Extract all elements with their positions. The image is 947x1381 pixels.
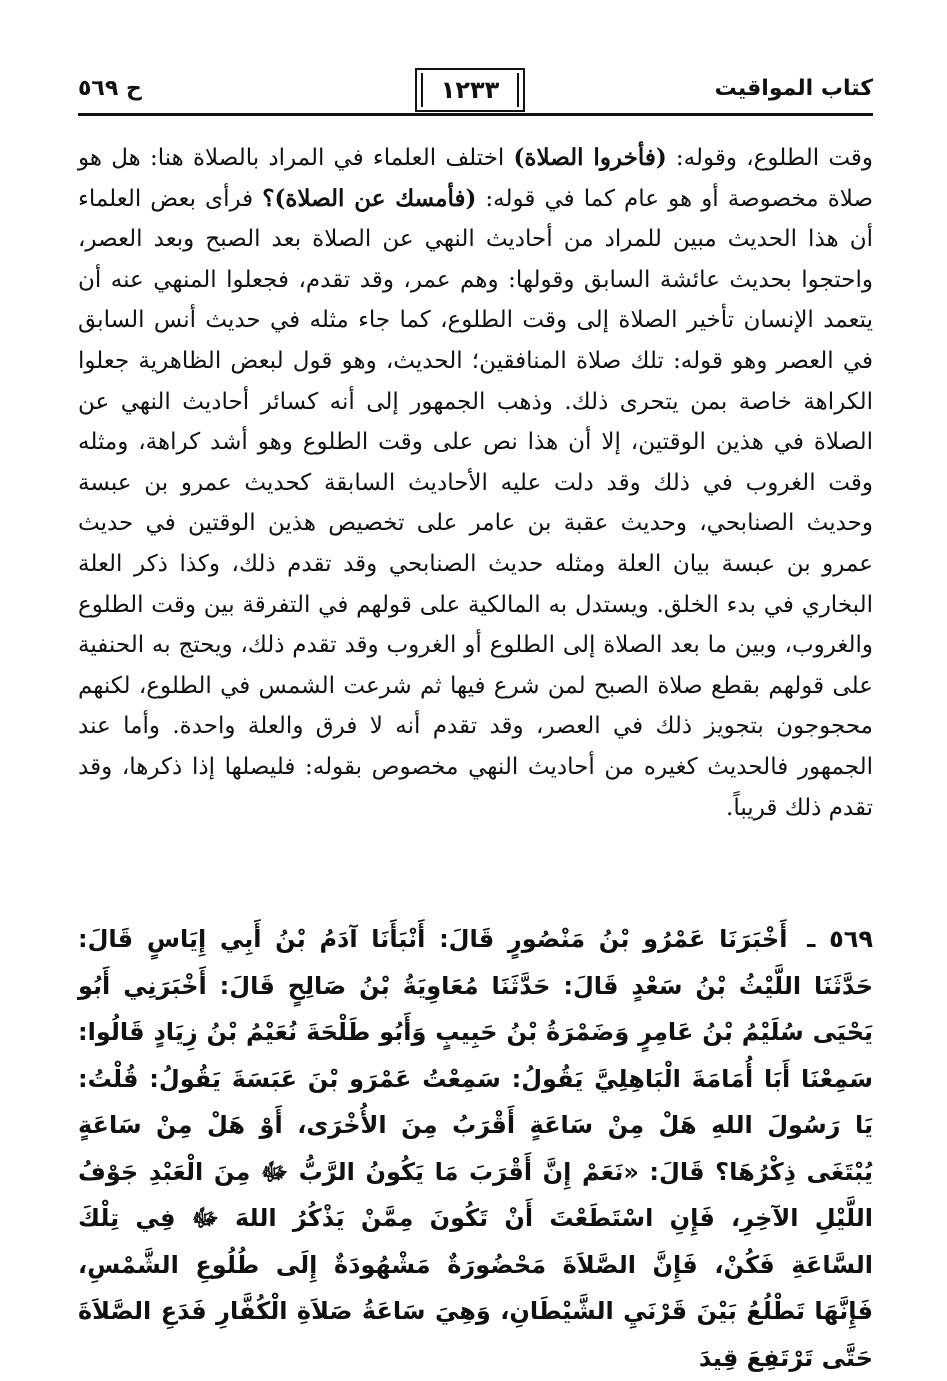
commentary-text (78, 138, 873, 828)
hadith-body: أَخْبَرَنَا عَمْرُو بْنُ مَنْصُورٍ قَالَ: أَنْبَأَنَا آدَمُ بْنُ أَبِي إِيَاسٍ قَالَ: حَدَّثَنَا اللَّيْثُ بْنُ سَعْدٍ قَالَ: حَدَّثَنَا مُعَاوِيَةُ بْنُ صَالِحٍ قَالَ: أَخْبَرَنِي أَبُو يَحْيَى سُلَيْمُ بْنُ عَامِرٍ وَضَمْرَةُ بْنُ حَبِيبٍ وَأَبُو طَلْحَةَ نُعَيْمُ بْنُ زِيَادٍ قَالُوا: سَمِعْنَا أَبَا أُمَامَةَ الْبَاهِلِيَّ يَقُولُ: سَمِعْتُ عَمْرَو بْنَ عَبَسَةَ يَقُولُ: قُلْتُ: يَا رَسُولَ اللهِ هَلْ مِنْ سَاعَةٍ أَقْرَبُ مِنَ الأُخْرَى، أَوْ هَلْ مِنْ سَاعَةٍ يُبْتَغَى ذِكْرُهَا؟ قَالَ: «نَعَمْ إِنَّ أَقْرَبَ مَا يَكُونُ الرَّبُّ ﷻ مِنَ الْعَبْدِ جَوْفُ اللَّيْلِ الآخِرِ، فَإِنِ اسْتَطَعْتَ أَنْ تَكُونَ مِمَّنْ يَذْكُرُ اللهَ ﷻ فِي تِلْكَ السَّاعَةِ فَكُنْ، فَإِنَّ الصَّلاَةَ مَحْضُورَةٌ مَشْهُودَةٌ إِلَى طُلُوعِ الشَّمْسِ، فَإِنَّهَا تَطْلُعُ بَيْنَ قَرْنَيِ الشَّيْطَانِ، وَهِيَ سَاعَةُ صَلاَةِ الْكُفَّارِ فَدَعِ الصَّلاَةَ حَتَّى تَرْتَفِعَ قِيدَ (78, 925, 873, 1372)
page-number-text: ١٢٣٣ (440, 76, 500, 104)
hadith-text (78, 916, 873, 1381)
hadith-paragraph (78, 916, 873, 1381)
commentary-part-3: فرأى بعض العلماء أن هذا الحديث مبين للمراد من أحاديث النهي عن الصلاة بعد الصبح وبعد العصر، واحتجوا بحديث عائشة السابق وقولها: وهم عمر، وقد تقدم، فجعلوا المنهي عنه أن يتعمد الإنسان تأخير الصلاة إلى وقت الطلوع، كما جاء مثله في حديث أنس السابق في العصر وهو قوله: تلك صلاة المنافقين؛ الحديث، وهو قول لبعض الظاهرية جعلوا الكراهة خاصة بمن يتحرى ذلك. وذهب الجمهور إلى أنه كسائر أحاديث النهي عن الصلاة في هذين الوقتين، إلا أن هذا نص على وقت الطلوع وهو أشد كراهة، ومثله وقت الغروب في ذلك وقد دلت عليه الأحاديث السابقة كحديث عمرو بن عبسة وحديث الصنابحي، وحديث عقبة بن عامر على تخصيص هذين الوقتين في حديث عمرو بن عبسة بيان العلة ومثله حديث الصنابحي وقد تقدم ذلك، وكذا ذكر العلة البخاري في بدء الخلق. ويستدل به المالكية على قولهم في التفرقة بين وقت الطلوع والغروب، وبين ما بعد الصلاة إلى الطلوع أو الغروب وقد تقدم ذلك، ويحتج به الحنفية على قولهم بقطع صلاة الصبح لمن شرع فيها ثم شرعت الشمس في الطلوع، لكنهم محجوجون بتجويز ذلك في العصر، وقد تقدم أنه لا فرق والعلة واحدة. وأما عند الجمهور فالحديث كغيره من أحاديث النهي مخصوص بقوله: فليصلها إذا ذكرها، وقد تقدم ذلك قريباً. (78, 185, 873, 821)
page-number (415, 68, 525, 112)
commentary-part-1: وقت الطلوع، وقوله: (666, 145, 874, 171)
hadith-reference: ح ٥٦٩ (78, 76, 142, 101)
page-header (78, 68, 873, 116)
book-title: كتاب المواقيت (714, 76, 873, 101)
commentary-part-2: اختلف العلماء في المراد بالصلاة هنا: هل هو صلاة مخصوصة أو هو عام كما في قوله: (78, 145, 874, 212)
hadith-number: ٥٦٩ ـ (807, 925, 874, 953)
commentary-quote-2: (فأمسك عن الصلاة)؟ (262, 184, 477, 212)
commentary-paragraph (78, 138, 873, 828)
commentary-quote-1: (فأخروا الصلاة) (513, 144, 667, 171)
header-divider (78, 113, 873, 116)
